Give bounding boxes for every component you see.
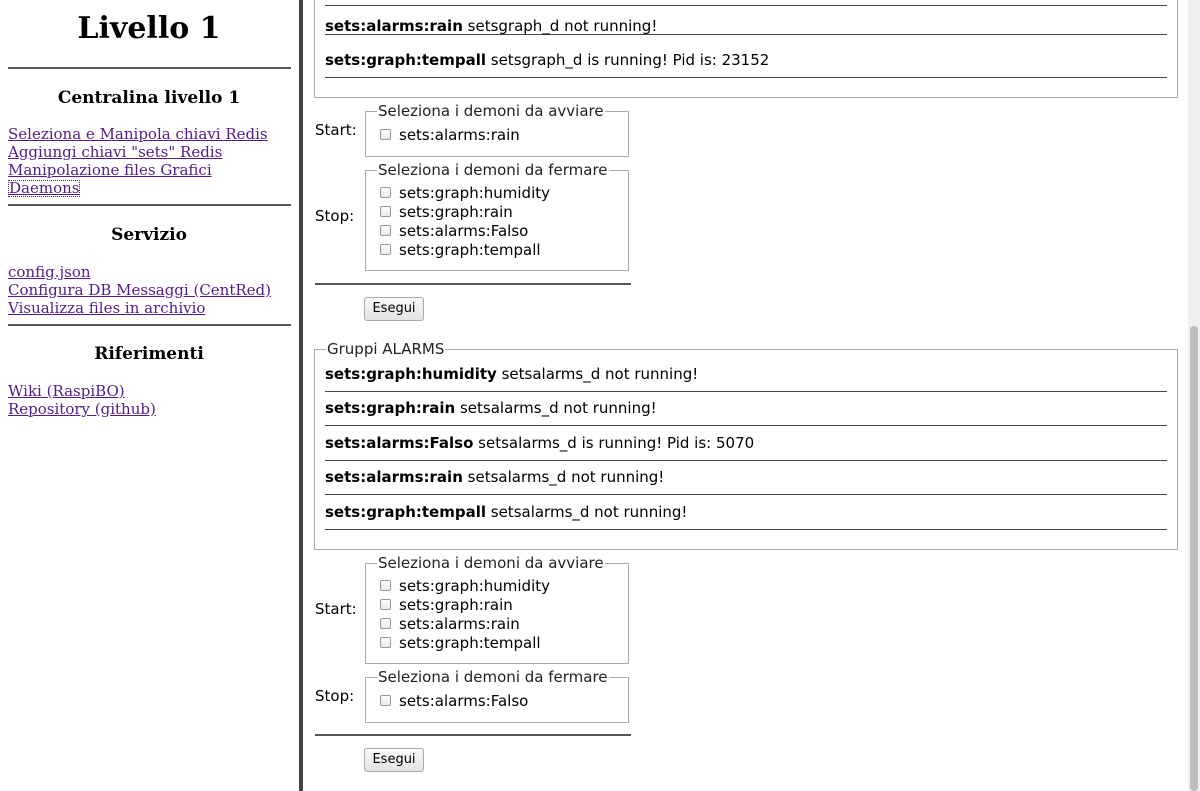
checkbox-label: sets:alarms:rain: [399, 126, 520, 144]
status-row: [325, 461, 1167, 495]
stop-fieldset: [365, 161, 629, 271]
status-text: setsgraph_d is running! Pid is: 23152: [486, 51, 770, 69]
status-row: [325, 495, 1167, 530]
stop-label: Stop:: [315, 687, 355, 705]
status-row: [325, 5, 1167, 35]
start-legend: Seleziona i demoni da avviare: [378, 102, 604, 120]
status-text: setsalarms_d not running!: [462, 468, 665, 486]
nav-link-wiki[interactable]: Wiki (RaspiBO): [8, 382, 125, 400]
checkbox-label: sets:graph:humidity: [399, 577, 550, 595]
section-heading-servizio: Servizio: [111, 225, 187, 245]
nav-link-config-json[interactable]: config.json: [8, 263, 91, 281]
nav-link-configura-db[interactable]: Configura DB Messaggi (CentRed): [8, 281, 271, 299]
start-legend: Seleziona i demoni da avviare: [378, 554, 604, 572]
section-heading-centralina: Centralina livello 1: [57, 88, 241, 108]
stop-label: Stop:: [315, 207, 355, 225]
start-checkbox-item[interactable]: [380, 596, 513, 615]
start-label: Start:: [315, 121, 357, 139]
nav-link-seleziona-chiavi[interactable]: Seleziona e Manipola chiavi Redis: [8, 125, 268, 143]
checkbox[interactable]: [380, 599, 391, 610]
start-checkbox-item[interactable]: [380, 577, 550, 596]
nav-link-manipolazione-grafici[interactable]: Manipolazione files Grafici: [8, 161, 212, 179]
checkbox-label: sets:graph:tempall: [399, 634, 541, 652]
start-label: Start:: [315, 600, 357, 618]
stop-checkbox-item[interactable]: [380, 184, 550, 203]
vertical-scrollbar[interactable]: [1188, 0, 1200, 791]
status-key: sets:graph:tempall: [325, 503, 486, 521]
frame-divider[interactable]: [299, 0, 303, 791]
status-row: [325, 43, 1167, 78]
stop-legend: Seleziona i demoni da fermare: [378, 668, 608, 686]
checkbox[interactable]: [380, 206, 391, 217]
stop-checkbox-item[interactable]: [380, 692, 528, 711]
checkbox-label: sets:alarms:Falso: [399, 692, 529, 710]
status-row: [325, 364, 1167, 392]
group-box-alarms: [314, 340, 1178, 550]
start-checkbox-item[interactable]: [380, 615, 520, 634]
nav-link-daemons[interactable]: Daemons: [9, 179, 80, 197]
nav-link-aggiungi-chiavi[interactable]: Aggiungi chiavi "sets" Redis: [8, 143, 223, 161]
sidebar: [0, 0, 298, 791]
checkbox[interactable]: [380, 244, 391, 255]
status-text: setsalarms_d is running! Pid is: 5070: [473, 434, 755, 452]
checkbox-label: sets:graph:humidity: [399, 184, 550, 202]
divider-line: [8, 67, 291, 69]
nav-riferimenti: [8, 382, 156, 418]
checkbox[interactable]: [380, 618, 391, 629]
stop-legend: Seleziona i demoni da fermare: [378, 161, 608, 179]
checkbox-label: sets:graph:tempall: [399, 241, 541, 259]
status-text: setsalarms_d not running!: [455, 399, 657, 417]
start-fieldset: [365, 554, 629, 664]
status-key: sets:alarms:rain: [325, 468, 463, 486]
checkbox[interactable]: [380, 580, 391, 591]
nav-servizio: [8, 263, 271, 317]
checkbox-label: sets:graph:rain: [399, 203, 513, 221]
checkbox[interactable]: [380, 129, 391, 140]
nav-link-visualizza-archivio[interactable]: Visualizza files in archivio: [8, 299, 206, 317]
main-content: [304, 0, 1188, 791]
nav-link-repository[interactable]: Repository (github): [8, 400, 156, 418]
checkbox-label: sets:alarms:rain: [399, 615, 520, 633]
divider-line: [8, 324, 291, 326]
section-heading-riferimenti: Riferimenti: [94, 344, 204, 364]
checkbox-label: sets:alarms:Falso: [399, 222, 529, 240]
alarms-legend: Gruppi ALARMS: [327, 340, 445, 358]
status-key: sets:alarms:rain: [325, 17, 463, 35]
site-title: Livello 1: [77, 11, 221, 46]
stop-checkbox-item[interactable]: [380, 241, 541, 260]
status-key: sets:alarms:Falso: [325, 434, 474, 452]
scrollbar-thumb[interactable]: [1190, 326, 1198, 791]
start-checkbox-item[interactable]: [380, 126, 520, 145]
separator: [315, 734, 631, 736]
start-checkbox-item[interactable]: [380, 634, 541, 653]
stop-checkbox-item[interactable]: [380, 203, 513, 222]
checkbox[interactable]: [380, 695, 391, 706]
status-text: setsalarms_d not running!: [496, 365, 699, 383]
status-text: setsalarms_d not running!: [486, 503, 688, 521]
status-key: sets:graph:tempall: [325, 51, 486, 69]
status-text: setsgraph_d not running!: [462, 17, 658, 35]
checkbox[interactable]: [380, 187, 391, 198]
status-key: sets:graph:humidity: [325, 365, 497, 383]
esegui-button[interactable]: Esegui: [364, 297, 424, 321]
status-key: sets:graph:rain: [325, 399, 456, 417]
checkbox-label: sets:graph:rain: [399, 596, 513, 614]
nav-centralina: [8, 125, 268, 197]
checkbox[interactable]: [380, 637, 391, 648]
stop-fieldset: [365, 668, 629, 723]
start-fieldset: [365, 102, 629, 157]
separator: [315, 283, 631, 285]
esegui-button[interactable]: Esegui: [364, 748, 424, 772]
group-box-graph: [314, 0, 1178, 98]
divider-line: [8, 204, 291, 206]
status-row: [325, 392, 1167, 426]
stop-checkbox-item[interactable]: [380, 222, 528, 241]
status-row: [325, 426, 1167, 461]
checkbox[interactable]: [380, 225, 391, 236]
